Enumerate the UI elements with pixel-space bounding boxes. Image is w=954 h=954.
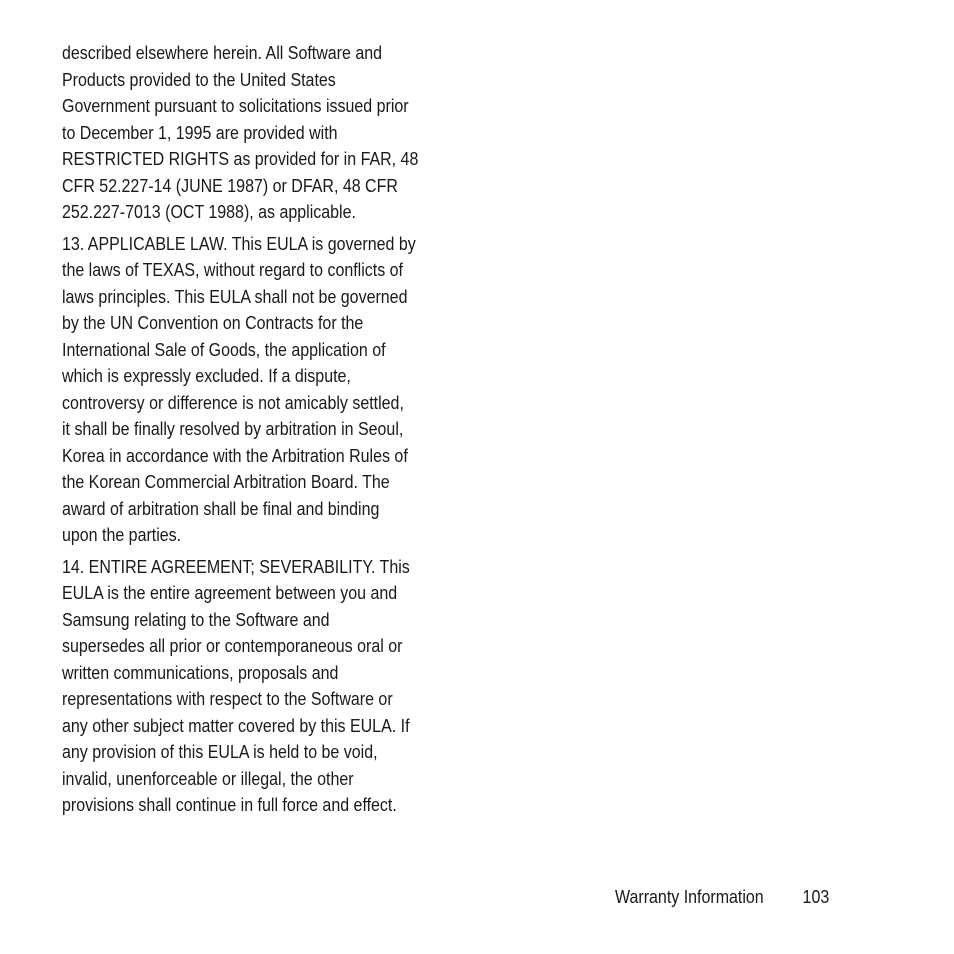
text-line: Korea in accordance with the Arbitration Rules of: [62, 444, 408, 466]
text-line: described elsewhere herein. All Software and: [62, 42, 383, 63]
paragraph-entire-agreement: [62, 554, 446, 819]
paragraph-government-rights: [62, 40, 446, 226]
paragraph-applicable-law: [62, 231, 446, 549]
text-line: by the UN Convention on Contracts for the: [62, 312, 364, 333]
text-line: Products provided to the United States: [62, 68, 336, 90]
text-line: controversy or difference is not amicably settled,: [62, 391, 404, 413]
text-line: representations with respect to the Software or: [62, 688, 393, 709]
text-line: upon the parties.: [62, 524, 182, 545]
document-body: [62, 40, 446, 819]
text-line: International Sale of Goods, the application of: [62, 338, 386, 360]
text-line: 14. ENTIRE AGREEMENT; SEVERABILITY. This: [62, 555, 410, 577]
text-line: RESTRICTED RIGHTS as provided for in FAR, 48: [62, 148, 419, 169]
text-line: 13. APPLICABLE LAW. This EULA is governed by: [62, 232, 416, 254]
text-line: any provision of this EULA is held to be void,: [62, 741, 378, 762]
text-line: 252.227-7013 (OCT 1988), as applicable.: [62, 201, 356, 222]
text-line: laws principles. This EULA shall not be governed: [62, 285, 408, 307]
page-number: 103: [802, 886, 830, 907]
text-line: it shall be finally resolved by arbitration in Seoul,: [62, 418, 404, 439]
text-line: provisions shall continue in full force and effect.: [62, 794, 397, 815]
text-line: supersedes all prior or contemporaneous oral or: [62, 635, 403, 656]
page-footer: [615, 884, 829, 910]
text-line: CFR 52.227-14 (JUNE 1987) or DFAR, 48 CFR: [62, 174, 398, 196]
text-line: award of arbitration shall be final and binding: [62, 497, 380, 519]
footer-section-title: Warranty Information: [615, 886, 764, 907]
text-line: written communications, proposals and: [62, 661, 339, 683]
text-line: Samsung relating to the Software and: [62, 608, 330, 630]
text-line: Government pursuant to solicitations issued prior: [62, 95, 409, 116]
text-line: the laws of TEXAS, without regard to conflicts of: [62, 259, 404, 280]
text-line: EULA is the entire agreement between you and: [62, 582, 398, 603]
text-line: to December 1, 1995 are provided with: [62, 121, 338, 143]
text-line: which is expressly excluded. If a dispute,: [62, 365, 351, 386]
text-line: any other subject matter covered by this EULA. If: [62, 714, 410, 736]
text-line: invalid, unenforceable or illegal, the other: [62, 767, 354, 789]
text-line: the Korean Commercial Arbitration Board. The: [62, 471, 390, 492]
